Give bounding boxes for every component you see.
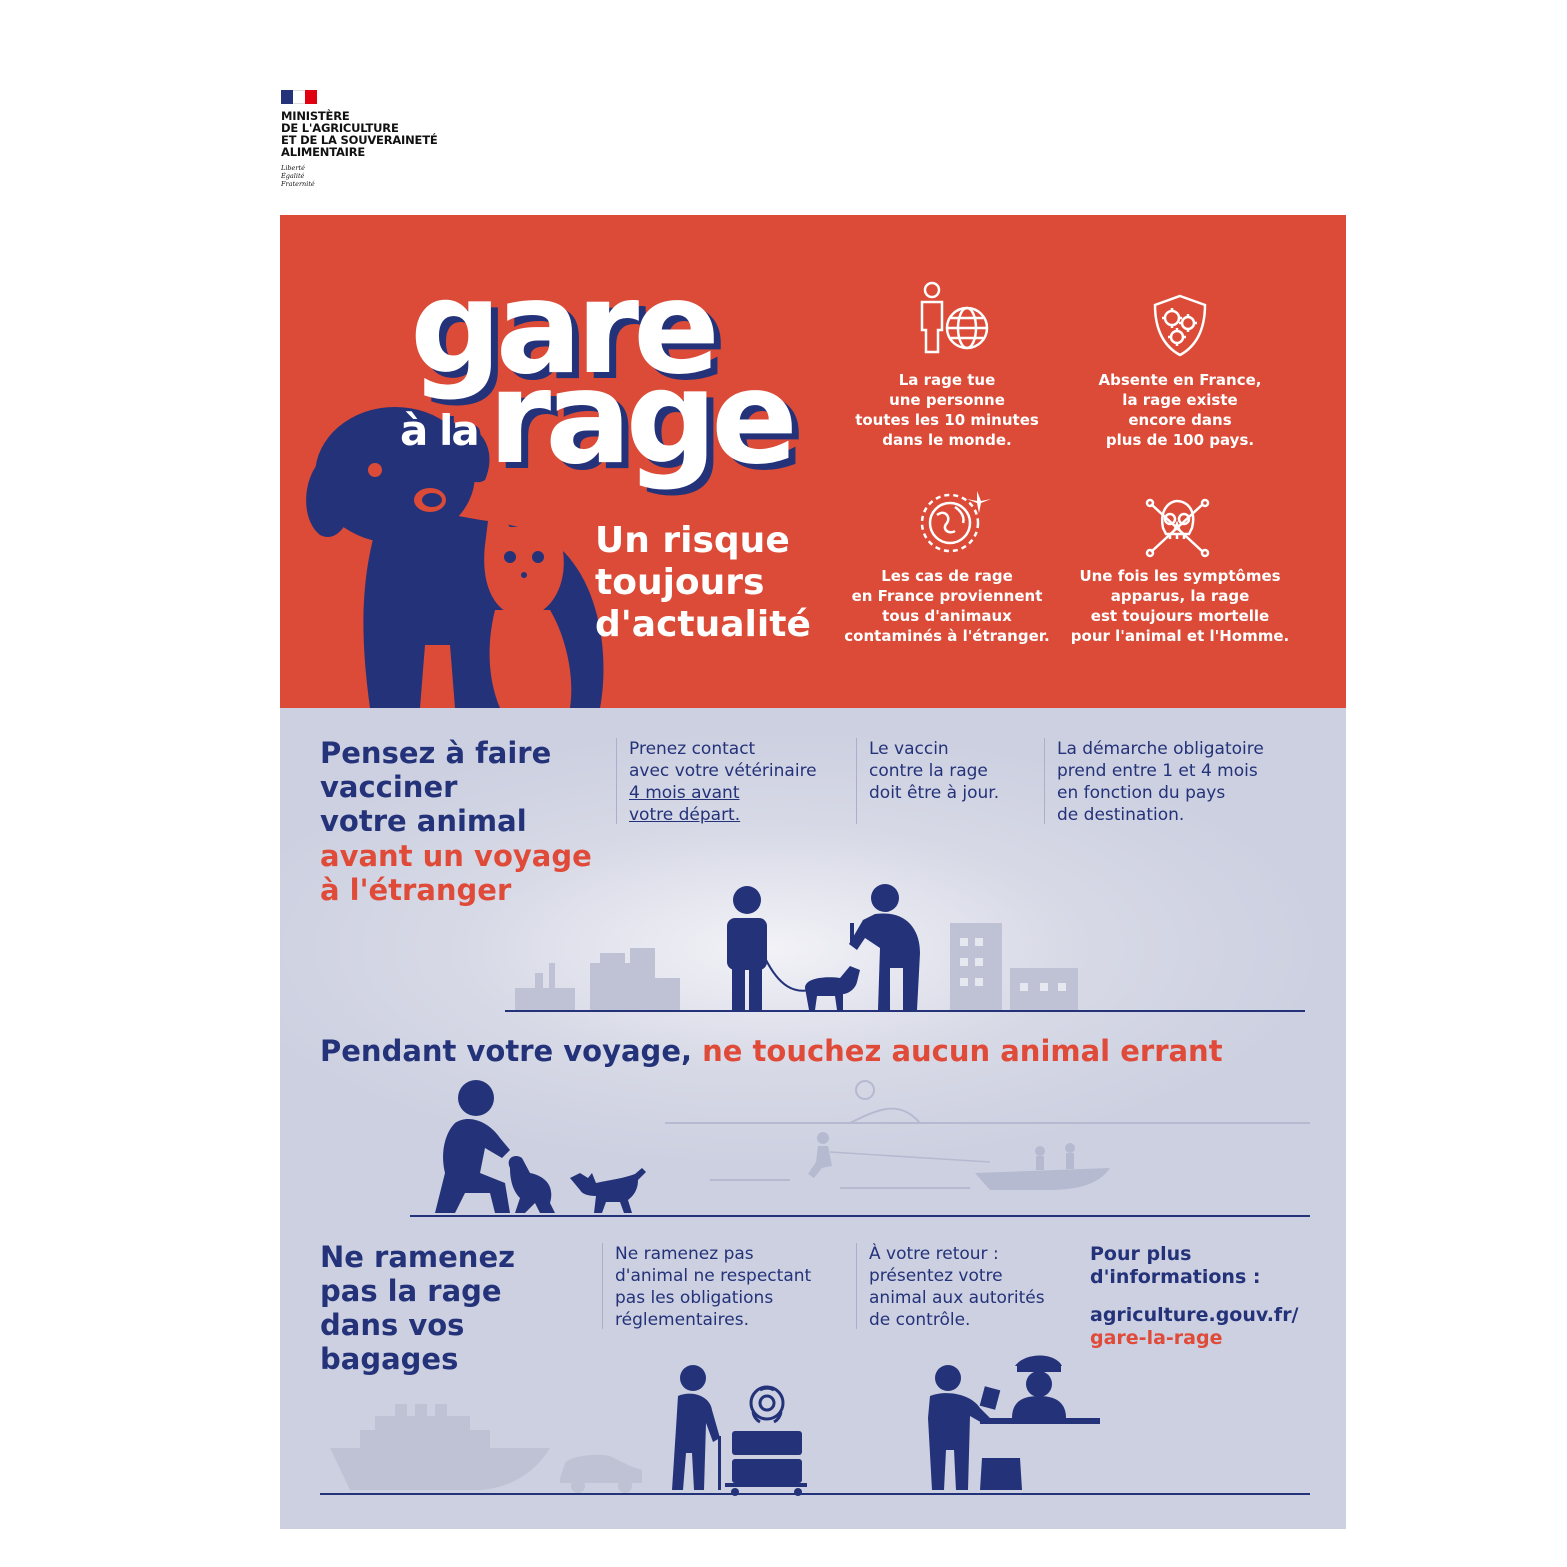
fact-4-line-1: Une fois les symptômes [1079, 567, 1281, 585]
s3-heading-1: Ne ramenez [320, 1240, 515, 1274]
title-rage: rage [488, 344, 792, 493]
marianne-flag-icon [281, 90, 317, 104]
logo-line-4: ALIMENTAIRE [281, 145, 366, 159]
s3-col2-line-1: À votre retour : [869, 1244, 999, 1264]
s1-col2-line-1: Le vaccin [869, 739, 949, 759]
fact-4-line-3: est toujours mortelle [1090, 607, 1270, 625]
title-gare: gare [410, 254, 714, 403]
logo-motto-3: Fraternité [281, 180, 315, 188]
fact-1-line-4: dans le monde. [882, 431, 1012, 449]
s1-col1-underlined-2: votre départ. [629, 805, 741, 825]
s1-col3-line-1: La démarche obligatoire [1057, 739, 1264, 759]
s3-heading-2: pas la rage [320, 1274, 502, 1308]
ministry-logo [281, 90, 481, 200]
s1-col2-line-2: contre la rage [869, 761, 988, 781]
s1-col3-line-2: prend entre 1 et 4 mois [1057, 761, 1258, 781]
s1-col-1 [616, 738, 817, 824]
s1-col1-underlined-1: 4 mois avant [629, 783, 740, 803]
s2-heading-navy: Pendant votre voyage, [320, 1034, 693, 1068]
fact-1-line-3: toutes les 10 minutes [855, 411, 1039, 429]
s2-heading [320, 1034, 1223, 1068]
logo-motto-2: Égalité [281, 172, 305, 180]
lower-panel [280, 708, 1346, 1529]
info-link-1[interactable]: agriculture.gouv.fr/ [1090, 1304, 1299, 1326]
s3-heading-4: bagages [320, 1342, 459, 1376]
fact-4-line-2: apparus, la rage [1110, 587, 1250, 605]
s3-col1-line-1: Ne ramenez pas [615, 1244, 754, 1264]
return-scene-illustration-icon [320, 1338, 1310, 1498]
info-label-1: Pour plus [1090, 1243, 1192, 1265]
logo-motto-1: Liberté [281, 164, 305, 172]
stray-animal-scene-illustration-icon [410, 1078, 1310, 1218]
title-a-la: à la [400, 406, 478, 455]
s1-heading-3: votre animal [320, 804, 527, 838]
fact-3-line-2: en France proviennent [851, 587, 1043, 605]
s1-heading-4: avant un voyage [320, 839, 592, 873]
fact-2-line-2: la rage existe [1122, 391, 1238, 409]
shield-virus-icon [1150, 293, 1210, 357]
s3-col-2 [856, 1243, 1045, 1329]
s3-col1-line-2: d'animal ne respectant [615, 1266, 812, 1286]
s3-col2-line-2: présentez votre [869, 1266, 1003, 1286]
s1-col1-line-2: avec votre vétérinaire [629, 761, 817, 781]
info-link-2[interactable]: gare-la-rage [1090, 1327, 1223, 1349]
s1-heading-2: vacciner [320, 770, 458, 804]
s1-col-2 [856, 738, 999, 824]
person-globe-icon [915, 280, 995, 355]
logo-line-1: MINISTÈRE [281, 109, 350, 123]
s3-col2-line-3: animal aux autorités [869, 1288, 1045, 1308]
logo-line-2: DE L'AGRICULTURE [281, 121, 399, 135]
fact-3 [837, 566, 1057, 646]
s3-heading-3: dans vos [320, 1308, 465, 1342]
fact-2-line-1: Absente en France, [1098, 371, 1262, 389]
s1-col3-line-3: en fonction du pays [1057, 783, 1226, 803]
s1-col-3 [1044, 738, 1264, 824]
s1-heading-1: Pensez à faire [320, 736, 552, 770]
globe-plane-icon [915, 485, 995, 555]
vet-scene-illustration-icon [505, 878, 1305, 1013]
fact-1-line-1: La rage tue [898, 371, 996, 389]
fact-3-line-1: Les cas de rage [881, 567, 1013, 585]
fact-4 [1070, 566, 1290, 646]
subtitle-line-2: toujours [595, 562, 765, 603]
s3-col2-line-4: de contrôle. [869, 1310, 971, 1330]
s1-col2-line-3: doit être à jour. [869, 783, 1000, 803]
skull-crossbones-icon [1145, 498, 1210, 558]
s1-col3-line-4: de destination. [1057, 805, 1185, 825]
fact-3-line-4: contaminés à l'étranger. [844, 627, 1050, 645]
fact-2-line-3: encore dans [1128, 411, 1232, 429]
s2-heading-red: ne touchez aucun animal errant [702, 1034, 1223, 1068]
s3-col1-line-3: pas les obligations [615, 1288, 774, 1308]
fact-3-line-3: tous d'animaux [882, 607, 1012, 625]
s1-heading-5: à l'étranger [320, 873, 512, 907]
logo-line-3: ET DE LA SOUVERAINETÉ [281, 133, 438, 147]
info-label-2: d'informations : [1090, 1266, 1261, 1288]
hero-panel [280, 215, 1346, 708]
fact-2-line-4: plus de 100 pays. [1105, 431, 1255, 449]
s3-col1-line-4: réglementaires. [615, 1310, 749, 1330]
fact-2 [1070, 370, 1290, 450]
fact-1 [837, 370, 1057, 450]
fact-1-line-2: une personne [889, 391, 1005, 409]
subtitle-line-1: Un risque [595, 520, 790, 561]
s1-col1-line-1: Prenez contact [629, 739, 756, 759]
fact-4-line-4: pour l'animal et l'Homme. [1070, 627, 1290, 645]
subtitle-line-3: d'actualité [595, 604, 811, 645]
s3-col-1 [602, 1243, 811, 1329]
